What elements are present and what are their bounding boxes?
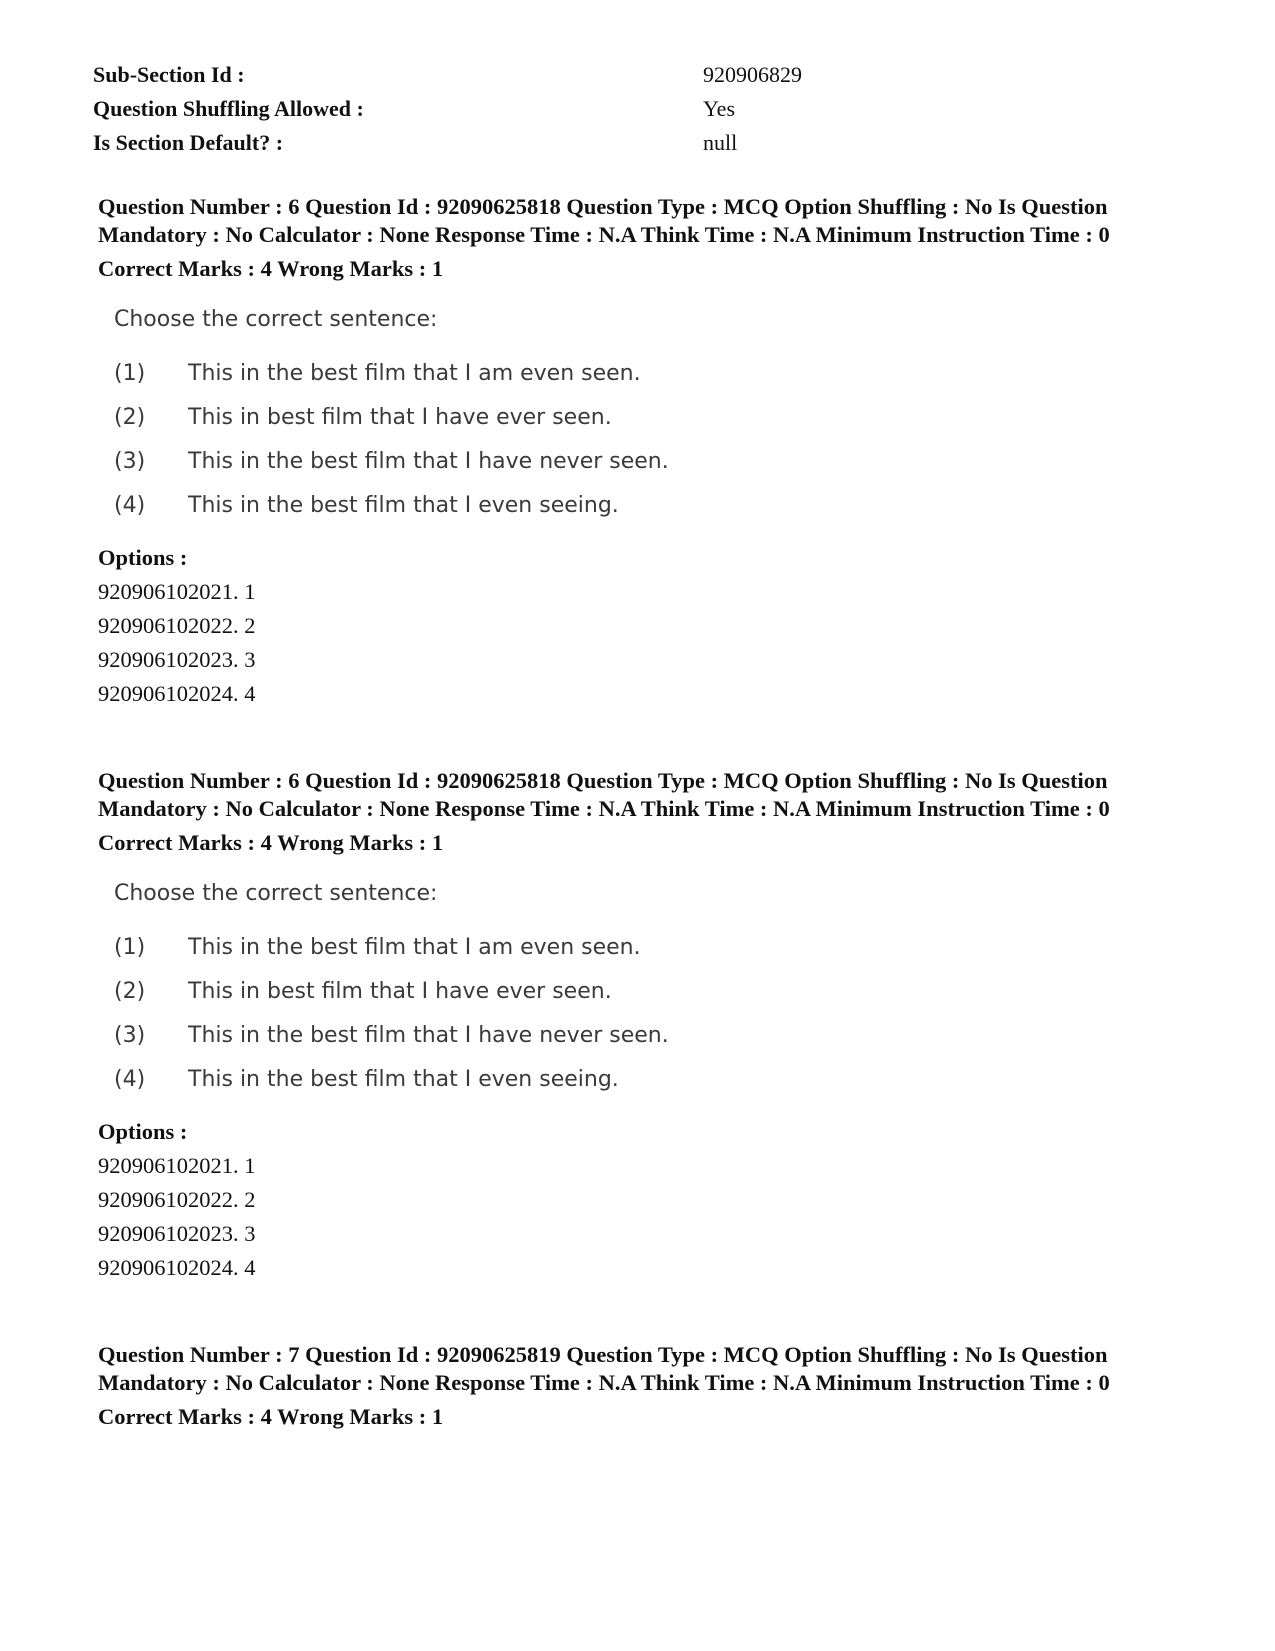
- choice-number: (1): [114, 934, 146, 960]
- choice-text: This in best film that I have ever seen.: [188, 978, 612, 1004]
- meta-value: 920906829: [703, 62, 802, 87]
- question-image: [98, 303, 1208, 527]
- question-block: [98, 767, 1208, 1285]
- choice-item: [114, 1057, 1208, 1101]
- question-header: Question Number : 7 Question Id : 92090625819 Question Type : MCQ Option Shuffling : No Is Question Mandatory : No Calculator : None Response Time : N.A Think Time : N.A Minimum Instruction Time : 0: [98, 1342, 1110, 1395]
- option-item: 920906102023. 3: [98, 647, 256, 672]
- question-header: Question Number : 6 Question Id : 92090625818 Question Type : MCQ Option Shuffling : No Is Question Mandatory : No Calculator : None Response Time : N.A Think Time : N.A Minimum Instruction Time : 0: [98, 768, 1110, 821]
- section-metadata: [93, 58, 1193, 160]
- question-marks: Correct Marks : 4 Wrong Marks : 1: [98, 830, 444, 855]
- choice-text: This in the best film that I have never seen.: [188, 1022, 669, 1048]
- question-marks: Correct Marks : 4 Wrong Marks : 1: [98, 1404, 444, 1429]
- meta-label: Sub-Section Id :: [93, 62, 245, 87]
- option-item: 920906102022. 2: [98, 1187, 256, 1212]
- options-label: Options :: [98, 545, 188, 570]
- option-item: 920906102024. 4: [98, 1255, 256, 1280]
- question-header: Question Number : 6 Question Id : 92090625818 Question Type : MCQ Option Shuffling : No Is Question Mandatory : No Calculator : None Response Time : N.A Think Time : N.A Minimum Instruction Time : 0: [98, 194, 1110, 247]
- choice-text: This in best film that I have ever seen.: [188, 404, 612, 430]
- option-item: 920906102022. 2: [98, 613, 256, 638]
- choice-number: (3): [114, 1022, 146, 1048]
- question-image: [98, 877, 1208, 1101]
- option-item: 920906102023. 3: [98, 1221, 256, 1246]
- option-item: 920906102021. 1: [98, 579, 256, 604]
- options-label: Options :: [98, 1119, 188, 1144]
- choice-text: This in the best film that I have never seen.: [188, 448, 669, 474]
- choice-list: [98, 351, 1208, 527]
- meta-label: Is Section Default? :: [93, 130, 284, 155]
- choice-number: (4): [114, 492, 146, 518]
- question-block: [98, 193, 1208, 711]
- choice-item: [114, 1013, 1208, 1057]
- meta-row-question-shuffling: [93, 92, 1193, 126]
- choice-number: (2): [114, 404, 146, 430]
- option-item: 920906102021. 1: [98, 1153, 256, 1178]
- choice-text: This in the best film that I even seeing.: [188, 1066, 619, 1092]
- question-prompt: Choose the correct sentence:: [114, 307, 438, 332]
- meta-label: Question Shuffling Allowed :: [93, 96, 364, 121]
- question-block: [98, 1341, 1208, 1431]
- choice-item: [114, 483, 1208, 527]
- choice-item: [114, 439, 1208, 483]
- question-marks: Correct Marks : 4 Wrong Marks : 1: [98, 256, 444, 281]
- choice-text: This in the best film that I am even seen.: [188, 934, 641, 960]
- choice-item: [114, 969, 1208, 1013]
- choice-item: [114, 925, 1208, 969]
- option-item: 920906102024. 4: [98, 681, 256, 706]
- choice-text: This in the best film that I even seeing.: [188, 492, 619, 518]
- meta-row-sub-section-id: [93, 58, 1193, 92]
- choice-item: [114, 395, 1208, 439]
- meta-value: Yes: [703, 96, 736, 121]
- choice-number: (3): [114, 448, 146, 474]
- meta-value: null: [703, 130, 738, 155]
- meta-row-section-default: [93, 126, 1193, 160]
- choice-number: (2): [114, 978, 146, 1004]
- choice-list: [98, 925, 1208, 1101]
- choice-number: (4): [114, 1066, 146, 1092]
- choice-number: (1): [114, 360, 146, 386]
- choice-text: This in the best film that I am even seen.: [188, 360, 641, 386]
- choice-item: [114, 351, 1208, 395]
- question-prompt: Choose the correct sentence:: [114, 881, 438, 906]
